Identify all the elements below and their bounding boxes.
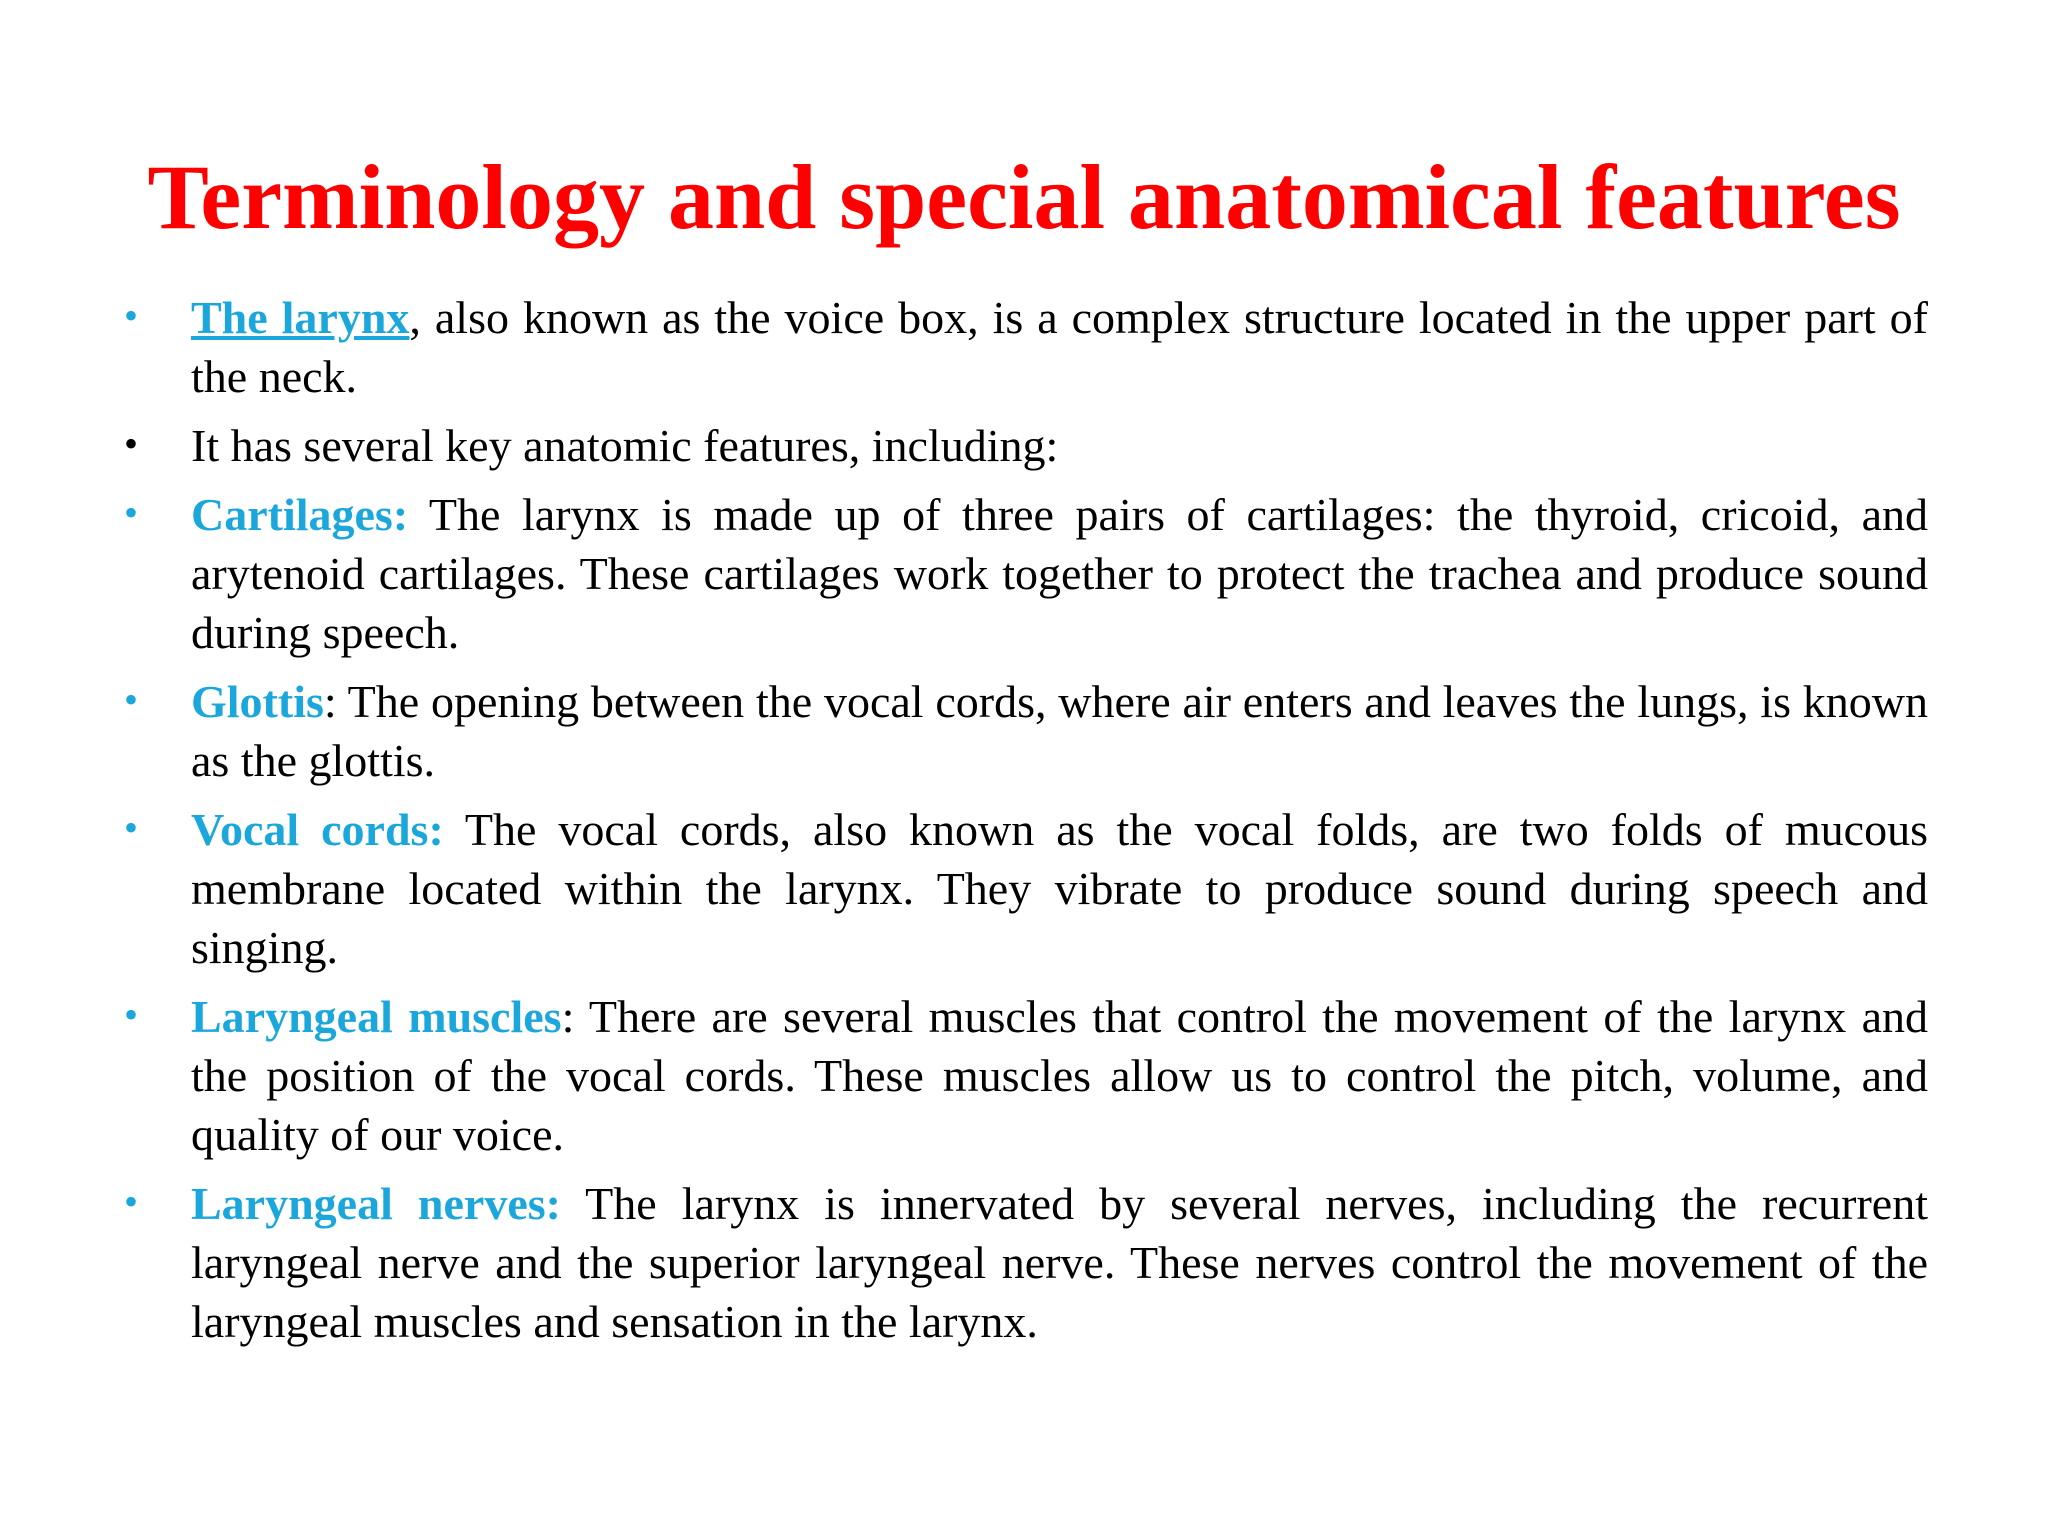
bullet-marker: • xyxy=(124,1179,139,1224)
term-link-larynx[interactable]: The larynx xyxy=(191,292,410,343)
bullet-marker: • xyxy=(124,805,139,850)
bullet-item-vocal-cords xyxy=(118,800,1928,977)
bullet-marker: • xyxy=(124,992,139,1037)
bullet-text: It has several key anatomic features, including: xyxy=(191,420,1059,471)
bullet-item-laryngeal-nerves xyxy=(118,1174,1928,1351)
bullet-marker: • xyxy=(124,293,139,338)
bullet-marker: • xyxy=(124,490,139,535)
term-laryngeal-nerves: Laryngeal nerves: xyxy=(191,1178,561,1229)
bullet-text: The vocal cords, also known as the vocal folds, are two folds of mucous membrane located within the larynx. They vibrate to produce sound during speech and singing. xyxy=(191,804,1928,973)
bullet-text: , also known as the voice box, is a complex structure located in the upper part of the neck. xyxy=(191,292,1928,402)
term-cartilages: Cartilages: xyxy=(191,489,409,540)
bullet-item-laryngeal-muscles xyxy=(118,987,1928,1164)
bullet-text: : There are several muscles that control the movement of the larynx and the position of the vocal cords. These muscles allow us to control the pitch, volume, and quality of our voice. xyxy=(191,991,1928,1160)
bullet-marker: • xyxy=(124,677,139,722)
bullet-text: : The opening between the vocal cords, where air enters and leaves the lungs, is known as the glottis. xyxy=(191,676,1928,786)
bullet-marker: • xyxy=(124,421,139,466)
bullet-item-cartilages xyxy=(118,485,1928,662)
bullet-item-features-intro xyxy=(118,416,1928,475)
bullet-item-glottis xyxy=(118,672,1928,790)
term-glottis: Glottis xyxy=(191,676,324,727)
term-vocal-cords: Vocal cords: xyxy=(191,804,444,855)
slide-title: Terminology and special anatomical features xyxy=(147,146,1901,248)
bullet-text: The larynx is made up of three pairs of cartilages: the thyroid, cricoid, and arytenoid cartilages. These cartilages work together to protect the trachea and produce sound during speech. xyxy=(191,489,1928,658)
bullet-text: The larynx is innervated by several nerves, including the recurrent laryngeal nerve and the superior laryngeal nerve. These nerves control the movement of the laryngeal muscles and sensation in the larynx. xyxy=(191,1178,1928,1347)
bullet-list xyxy=(118,288,1928,1361)
bullet-item-larynx xyxy=(118,288,1928,406)
term-laryngeal-muscles: Laryngeal muscles xyxy=(191,991,562,1042)
